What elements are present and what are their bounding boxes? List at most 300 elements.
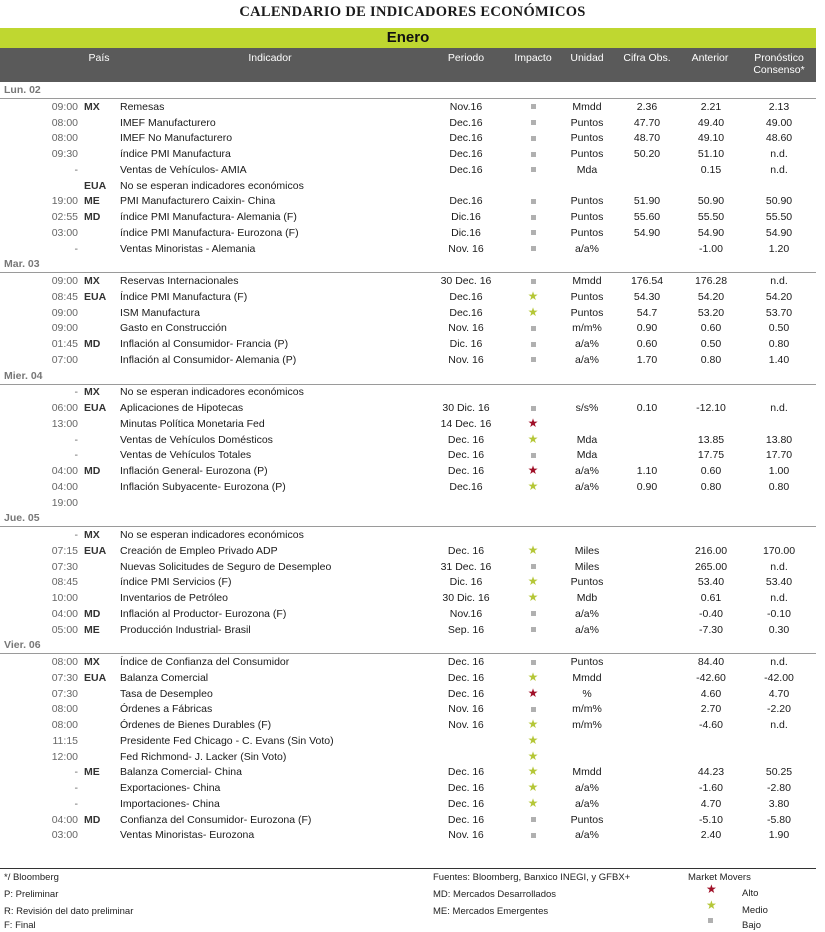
period-cell: Dic. 16: [449, 338, 483, 350]
legend-low-label: Bajo: [742, 920, 762, 931]
table-row: [0, 321, 816, 337]
indicator-cell: índice PMI Servicios (F): [120, 576, 232, 589]
time-cell: 07:15: [51, 544, 78, 557]
table-row: [0, 353, 816, 369]
impact-cell: [508, 242, 558, 258]
forecast-cell: 170.00: [762, 544, 796, 557]
forecast-cell: 13.80: [765, 433, 793, 446]
table-row: [0, 560, 816, 576]
unit-cell: Mmdd: [572, 766, 602, 779]
observed-cell: 0.90: [636, 322, 658, 335]
table-row: [0, 116, 816, 132]
table-row: [0, 480, 816, 496]
forecast-cell: 0.30: [768, 623, 790, 636]
period-cell: Nov. 16: [448, 829, 484, 842]
header-pais: País: [88, 52, 110, 64]
table-row: [0, 718, 816, 734]
period-cell: Dec.16: [449, 480, 483, 493]
unit-cell: Puntos: [570, 195, 604, 208]
time-cell: 10:00: [51, 592, 78, 604]
forecast-cell: -5.80: [767, 813, 791, 826]
time-cell: -: [74, 529, 78, 541]
observed-cell: 2.36: [636, 100, 658, 113]
header-periodo: Periodo: [447, 52, 485, 64]
forecast-cell: n.d.: [770, 275, 788, 287]
forecast-cell: n.d.: [770, 560, 788, 573]
impact-cell: [508, 750, 558, 766]
table-row: [0, 337, 816, 353]
impact-cell: [508, 116, 558, 132]
unit-cell: Puntos: [570, 306, 604, 319]
impact-cell: [508, 100, 558, 116]
square-icon: [531, 120, 536, 125]
star-icon: ★: [527, 542, 539, 557]
time-cell: -: [74, 242, 78, 255]
impact-cell: [508, 813, 558, 829]
indicator-cell: Ventas de Vehículos Domésticos: [120, 433, 273, 446]
observed-cell: 0.60: [636, 338, 658, 350]
forecast-cell: 50.25: [765, 766, 793, 779]
forecast-cell: -2.80: [767, 782, 791, 794]
unit-cell: m/m%: [572, 322, 602, 335]
square-icon: [531, 152, 536, 157]
unit-cell: Mmdd: [572, 275, 602, 287]
forecast-cell: -0.10: [767, 607, 791, 620]
forecast-cell: 49.00: [765, 116, 793, 129]
observed-cell: 54.30: [633, 290, 661, 303]
table-row: [0, 290, 816, 306]
period-cell: Nov.16: [449, 100, 483, 113]
previous-cell: 176.28: [694, 275, 728, 287]
square-icon: [531, 817, 536, 822]
impact-cell: [508, 718, 558, 734]
table-row: [0, 750, 816, 766]
star-icon: ★: [527, 431, 539, 446]
time-cell: -: [74, 782, 78, 794]
unit-cell: a/a%: [575, 797, 599, 810]
unit-cell: %: [582, 687, 592, 700]
square-icon: [531, 104, 536, 109]
square-icon: [531, 215, 536, 220]
period-cell: Dec. 16: [447, 433, 485, 446]
time-cell: -: [74, 797, 78, 810]
period-cell: Nov. 16: [448, 242, 484, 255]
table-row: [0, 417, 816, 433]
observed-cell: 47.70: [633, 116, 661, 129]
table-row: [0, 496, 816, 512]
table-row: [0, 813, 816, 829]
time-cell: 06:00: [51, 402, 78, 414]
table-row: [0, 448, 816, 464]
star-icon: ★: [527, 780, 539, 794]
unit-cell: Puntos: [570, 148, 604, 160]
forecast-cell: 0.50: [768, 322, 790, 335]
indicator-cell: No se esperan indicadores económicos: [120, 386, 304, 399]
table-row: [0, 591, 816, 607]
time-cell: 05:00: [51, 623, 78, 636]
star-icon: ★: [527, 732, 539, 747]
table-row: [0, 163, 816, 179]
period-cell: Dic.16: [451, 226, 481, 239]
forecast-cell: 17.70: [765, 449, 793, 462]
square-icon: [531, 564, 536, 569]
unit-cell: a/a%: [575, 353, 599, 366]
period-cell: Dec. 16: [447, 813, 485, 826]
impact-cell: [508, 544, 558, 560]
footer-divider: [0, 868, 816, 869]
period-cell: Dec. 16: [447, 544, 485, 557]
previous-cell: -12.10: [696, 402, 726, 414]
previous-cell: 265.00: [694, 560, 728, 573]
country-cell: MD: [84, 813, 101, 826]
impact-cell: [508, 306, 558, 322]
legend-low-square-icon: [708, 918, 713, 923]
forecast-cell: n.d.: [770, 592, 788, 604]
period-cell: Dec.16: [449, 148, 483, 160]
footer-note-final: F: Final: [4, 920, 36, 931]
table-row: [0, 194, 816, 210]
day-label: Vier. 06: [4, 639, 41, 652]
header-pronostico: [744, 52, 814, 76]
observed-cell: 0.10: [636, 402, 658, 414]
day-label: Mar. 03: [4, 258, 40, 271]
forecast-cell: 53.70: [765, 306, 793, 319]
square-icon: [531, 326, 536, 331]
impact-cell: [508, 591, 558, 607]
unit-cell: Miles: [574, 544, 600, 557]
impact-cell: [508, 702, 558, 718]
impact-cell: [508, 464, 558, 480]
impact-cell: [508, 448, 558, 464]
footer-note-revision: R: Revisión del dato preliminar: [4, 906, 134, 917]
impact-cell: [508, 337, 558, 353]
period-cell: Dec.16: [449, 306, 483, 319]
forecast-cell: 1.40: [768, 353, 790, 366]
country-cell: MD: [84, 211, 101, 223]
impact-cell: [508, 765, 558, 781]
time-cell: 07:00: [51, 353, 78, 366]
table-row: [0, 544, 816, 560]
country-cell: EUA: [84, 402, 107, 414]
observed-cell: 55.60: [633, 211, 661, 223]
square-icon: [531, 167, 536, 172]
previous-cell: 53.20: [697, 306, 725, 319]
unit-cell: Puntos: [570, 290, 604, 303]
indicator-cell: Nuevas Solicitudes de Seguro de Desempleo: [120, 560, 332, 573]
period-cell: Dec. 16: [447, 766, 485, 779]
unit-cell: Puntos: [570, 576, 604, 589]
table-row: [0, 781, 816, 797]
forecast-cell: 53.40: [765, 576, 793, 589]
country-cell: MD: [84, 607, 101, 620]
previous-cell: 13.85: [697, 433, 725, 446]
indicator-cell: Inflación General- Eurozona (P): [120, 465, 268, 477]
square-icon: [531, 342, 536, 347]
time-cell: 08:00: [51, 116, 78, 129]
observed-cell: 48.70: [633, 132, 661, 145]
previous-cell: 0.60: [700, 322, 722, 335]
unit-cell: a/a%: [575, 480, 599, 493]
indicator-cell: No se esperan indicadores económicos: [120, 529, 304, 541]
country-cell: MD: [84, 465, 101, 477]
impact-cell: [508, 623, 558, 639]
country-cell: MX: [84, 656, 100, 668]
indicator-cell: Confianza del Consumidor- Eurozona (F): [120, 813, 312, 826]
previous-cell: -1.60: [699, 782, 723, 794]
indicator-cell: No se esperan indicadores económicos: [120, 179, 304, 192]
impact-cell: [508, 607, 558, 623]
forecast-cell: 54.90: [765, 226, 793, 239]
star-icon: ★: [527, 463, 539, 477]
country-cell: ME: [84, 766, 100, 779]
previous-cell: 2.21: [700, 100, 722, 113]
impact-cell: [508, 560, 558, 576]
table-row: [0, 433, 816, 449]
impact-cell: [508, 353, 558, 369]
square-icon: [531, 230, 536, 235]
observed-cell: 176.54: [630, 275, 664, 287]
previous-cell: 2.40: [700, 829, 722, 842]
country-cell: ME: [84, 195, 100, 208]
indicator-cell: Aplicaciones de Hipotecas: [120, 402, 244, 414]
header-impacto: Impacto: [514, 52, 552, 64]
table-row: [0, 702, 816, 718]
unit-cell: Mda: [576, 163, 598, 176]
unit-cell: a/a%: [575, 829, 599, 842]
time-cell: -: [74, 386, 78, 399]
country-cell: EUA: [84, 179, 107, 192]
impact-cell: [508, 194, 558, 210]
indicator-cell: Importaciones- China: [120, 797, 220, 810]
day-label: Mier. 04: [4, 369, 43, 382]
country-cell: EUA: [84, 671, 107, 684]
table-row: [0, 210, 816, 226]
footer-me: ME: Mercados Emergentes: [433, 906, 549, 917]
unit-cell: Puntos: [570, 116, 604, 129]
table-row: [0, 671, 816, 687]
previous-cell: 17.75: [697, 449, 725, 462]
previous-cell: 2.70: [700, 703, 722, 716]
period-cell: Dec. 16: [447, 449, 485, 462]
country-cell: EUA: [84, 290, 107, 303]
page-title: CALENDARIO DE INDICADORES ECONÓMICOS: [239, 4, 586, 20]
indicator-cell: IMEF Manufacturero: [120, 116, 216, 129]
square-icon: [531, 707, 536, 712]
unit-cell: a/a%: [575, 465, 599, 477]
indicator-cell: Fed Richmond- J. Lacker (Sin Voto): [120, 750, 287, 763]
time-cell: 09:30: [51, 148, 78, 160]
previous-cell: 54.20: [697, 290, 725, 303]
day-label: Lun. 02: [4, 84, 41, 96]
table-row: [0, 179, 816, 195]
time-cell: -: [74, 163, 78, 176]
impact-cell: [508, 131, 558, 147]
time-cell: 07:30: [51, 687, 78, 700]
previous-cell: 0.60: [700, 465, 722, 477]
star-icon: ★: [527, 574, 539, 589]
previous-cell: 0.50: [700, 338, 722, 350]
unit-cell: a/a%: [575, 623, 599, 636]
period-cell: Dec. 16: [447, 687, 485, 700]
table-row: [0, 464, 816, 480]
impact-cell: [508, 734, 558, 750]
unit-cell: Puntos: [570, 656, 604, 668]
impact-cell: [508, 797, 558, 813]
time-cell: 09:00: [51, 322, 78, 335]
indicator-cell: PMI Manufacturero Caixin- China: [120, 195, 276, 208]
indicator-cell: Inflación Subyacente- Eurozona (P): [120, 480, 286, 493]
impact-cell: [508, 687, 558, 703]
footer-note-bloomberg: */ Bloomberg: [4, 872, 59, 883]
legend-high-star-icon: ★: [706, 882, 717, 896]
table-row: [0, 623, 816, 639]
time-cell: 04:00: [51, 813, 78, 826]
period-cell: Dec.16: [449, 163, 483, 176]
period-cell: Nov.16: [449, 607, 483, 620]
indicator-cell: Ventas Minoristas- Eurozona: [120, 829, 255, 842]
forecast-cell: 0.80: [768, 338, 790, 350]
impact-cell: [508, 321, 558, 337]
table-row: [0, 100, 816, 116]
indicator-cell: Índice de Confianza del Consumidor: [120, 656, 290, 668]
forecast-cell: 55.50: [765, 211, 793, 223]
indicator-cell: Inflación al Consumidor- Alemania (P): [120, 353, 297, 366]
table-row: [0, 765, 816, 781]
period-cell: 14 Dec. 16: [440, 417, 492, 430]
impact-cell: [508, 226, 558, 242]
table-row: [0, 575, 816, 591]
time-cell: 12:00: [51, 750, 78, 763]
indicator-cell: Órdenes a Fábricas: [120, 703, 213, 716]
forecast-cell: n.d.: [770, 656, 788, 668]
observed-cell: 54.7: [636, 306, 658, 319]
unit-cell: a/a%: [575, 782, 599, 794]
time-cell: 09:00: [51, 100, 78, 113]
period-cell: Dec. 16: [447, 782, 485, 794]
indicator-cell: índice PMI Manufactura: [120, 148, 231, 160]
time-cell: 13:00: [51, 417, 78, 430]
table-row: [0, 131, 816, 147]
country-cell: EUA: [84, 544, 107, 557]
country-cell: MX: [84, 386, 100, 399]
day-label: Jue. 05: [4, 512, 40, 525]
forecast-cell: 1.90: [768, 829, 790, 842]
time-cell: 03:00: [51, 829, 78, 842]
forecast-cell: n.d.: [770, 719, 788, 731]
square-icon: [531, 627, 536, 632]
square-icon: [531, 660, 536, 665]
impact-cell: [508, 163, 558, 179]
unit-cell: s/s%: [575, 402, 599, 414]
indicator-cell: Inventarios de Petróleo: [120, 592, 228, 604]
table-row: [0, 797, 816, 813]
time-cell: 08:00: [51, 132, 78, 145]
table-row: [0, 226, 816, 242]
forecast-cell: 1.20: [768, 242, 790, 255]
time-cell: 19:00: [51, 496, 78, 509]
previous-cell: 53.40: [697, 576, 725, 589]
star-icon: ★: [527, 795, 539, 810]
indicator-cell: Reservas Internacionales: [120, 275, 239, 287]
time-cell: 07:30: [51, 560, 78, 573]
indicator-cell: Ventas de Vehículos Totales: [120, 449, 252, 462]
star-icon: ★: [527, 415, 539, 430]
indicator-cell: Inflación al Productor- Eurozona (F): [120, 607, 287, 620]
previous-cell: 0.15: [700, 163, 722, 176]
observed-cell: 1.70: [636, 353, 658, 366]
indicator-cell: Tasa de Desempleo: [120, 687, 213, 700]
table-row: [0, 306, 816, 322]
time-cell: 02:55: [51, 211, 78, 223]
indicator-cell: Producción Industrial- Brasil: [120, 623, 251, 636]
star-icon: ★: [527, 764, 539, 779]
legend-high-label: Alto: [742, 888, 759, 899]
indicator-cell: ISM Manufactura: [120, 306, 200, 319]
impact-cell: [508, 147, 558, 163]
forecast-cell: 1.00: [768, 465, 790, 477]
time-cell: 08:00: [51, 703, 78, 716]
previous-cell: -0.40: [699, 607, 723, 620]
time-cell: 07:30: [51, 671, 78, 684]
legend-title: Market Movers: [688, 872, 751, 883]
unit-cell: m/m%: [572, 719, 602, 731]
indicator-cell: Exportaciones- China: [120, 782, 221, 794]
square-icon: [531, 136, 536, 141]
observed-cell: 51.90: [633, 195, 661, 208]
observed-cell: 54.90: [633, 226, 661, 239]
unit-cell: Puntos: [570, 132, 604, 145]
unit-cell: Mda: [576, 449, 598, 462]
table-row: [0, 734, 816, 750]
star-icon: ★: [527, 669, 539, 684]
country-cell: ME: [84, 623, 100, 636]
forecast-cell: n.d.: [770, 402, 788, 414]
star-icon: ★: [527, 590, 539, 604]
time-cell: 09:00: [51, 275, 78, 287]
time-cell: 04:00: [51, 465, 78, 477]
table-row: [0, 687, 816, 703]
footer-note-preliminar: P: Preliminar: [4, 889, 59, 900]
header-anterior: Anterior: [691, 52, 729, 64]
impact-cell: [508, 290, 558, 306]
impact-cell: [508, 828, 558, 844]
star-icon: ★: [527, 717, 539, 731]
legend-medium-label: Medio: [742, 905, 768, 916]
observed-cell: 1.10: [636, 465, 658, 477]
time-cell: -: [74, 433, 78, 446]
period-cell: Dic. 16: [449, 576, 483, 589]
period-cell: Dec. 16: [447, 465, 485, 477]
star-icon: ★: [527, 748, 539, 763]
header-cifra: Cifra Obs.: [623, 52, 671, 64]
footer-md: MD: Mercados Desarrollados: [433, 889, 557, 900]
impact-cell: [508, 781, 558, 797]
period-cell: 30 Dec. 16: [440, 275, 492, 287]
indicator-cell: Inflación al Consumidor- Francia (P): [120, 338, 289, 350]
forecast-cell: 50.90: [765, 195, 793, 208]
unit-cell: Mmdd: [572, 671, 602, 684]
period-cell: Dec.16: [449, 195, 483, 208]
previous-cell: -1.00: [699, 242, 723, 255]
square-icon: [531, 406, 536, 411]
table-row: [0, 607, 816, 623]
previous-cell: -4.60: [699, 719, 723, 731]
period-cell: Sep. 16: [447, 623, 485, 636]
forecast-cell: 4.70: [768, 687, 790, 700]
indicator-cell: IMEF No Manufacturero: [120, 132, 233, 145]
header-pronostico-line1: Pronóstico: [754, 52, 804, 64]
time-cell: -: [74, 766, 78, 779]
